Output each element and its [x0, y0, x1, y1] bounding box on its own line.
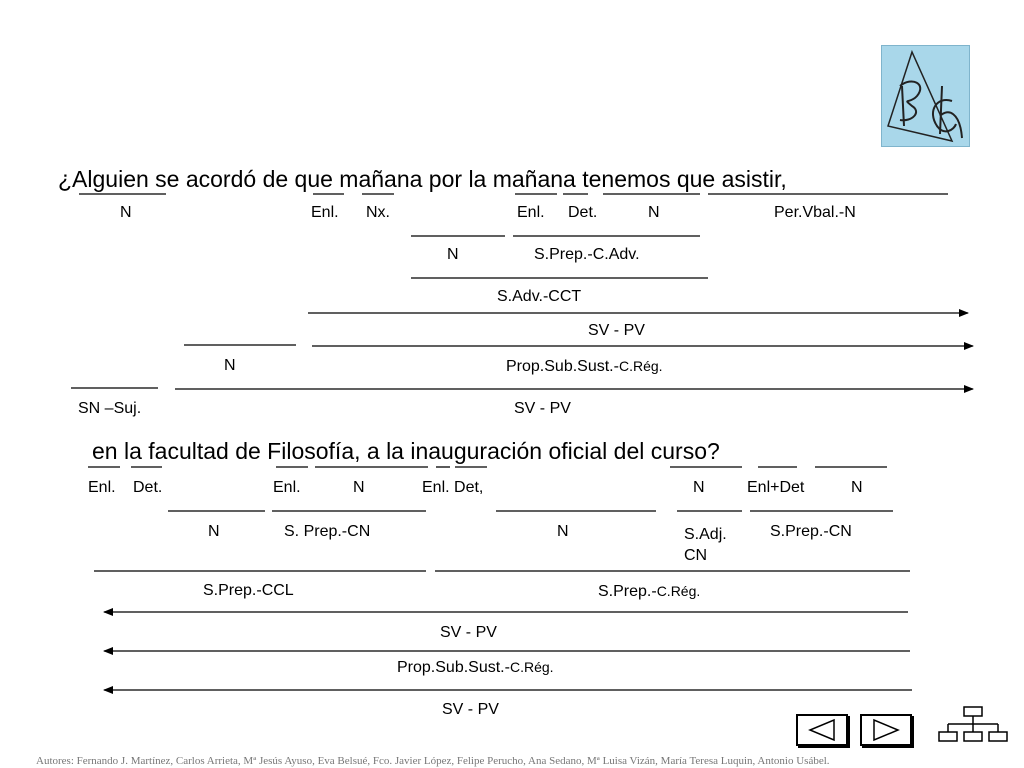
label-enl-det-del: Enl+Det	[747, 479, 805, 496]
label-enl-de: Enl.	[311, 204, 339, 221]
label-nx-que: Nx.	[366, 204, 390, 221]
prev-button[interactable]	[796, 714, 848, 746]
label-enl-en: Enl.	[88, 479, 116, 496]
label-n-curso: N	[851, 479, 863, 496]
label-sv-pv-3: SV - PV	[440, 624, 497, 641]
label-sadv-cct: S.Adv.-CCT	[497, 288, 582, 305]
label-det-la-2: Det.	[133, 479, 163, 496]
next-button[interactable]	[860, 714, 912, 746]
label-n-manana-1: N	[447, 246, 459, 263]
label-sv-pv-1: SV - PV	[588, 322, 645, 339]
label-sprep-creg: S.Prep.-C.Rég.	[598, 583, 701, 600]
label-n-alguien: N	[120, 204, 132, 221]
label-n-manana: N	[648, 204, 660, 221]
label-sn-suj: SN –Suj.	[78, 400, 142, 417]
label-n-inauguracion: N	[557, 523, 569, 540]
label-n-facultad: N	[208, 523, 220, 540]
label-enl-por: Enl.	[517, 204, 545, 221]
label-sadj-cn-1: S.Adj.	[684, 526, 727, 543]
sentence-line-1: ¿Alguien se acordó de que mañana por la mañana tenemos que asistir,	[58, 166, 787, 192]
label-pervbal: Per.Vbal.-N	[774, 204, 856, 221]
label-sprep-cn: S. Prep.-CN	[284, 523, 371, 540]
authors-footer: Autores: Fernando J. Martínez, Carlos Arrieta, Mª Jesús Ayuso, Eva Belsué, Fco. Javier López, Felipe Perucho, Ana Sedano, Mª Luisa Vizán, María Teresa Luquin, Antonio Usábel.	[36, 755, 830, 767]
label-det-la: Det.	[568, 204, 598, 221]
label-sadj-cn-2: CN	[684, 547, 708, 564]
label-sprep-cadv: S.Prep.-C.Adv.	[534, 246, 640, 263]
label-sv-pv-4: SV - PV	[442, 701, 499, 718]
label-sv-pv-2: SV - PV	[514, 400, 571, 417]
triangle-left-icon	[798, 716, 846, 744]
label-n-oficial: N	[693, 479, 705, 496]
tree-diagram-icon	[938, 706, 1008, 746]
label-sprep-cn-2: S.Prep.-CN	[770, 523, 852, 540]
label-propsub-1: Prop.Sub.Sust.-C.Rég.	[506, 358, 663, 375]
label-sprep-ccl: S.Prep.-CCL	[203, 582, 294, 599]
tree-diagram-button[interactable]	[938, 706, 1008, 746]
label-n-filosofia: N	[353, 479, 365, 496]
triangle-right-icon	[862, 716, 910, 744]
label-enl-de-2: Enl.	[273, 479, 301, 496]
label-n-acordo: N	[224, 357, 236, 374]
sentence-line-2: en la facultad de Filosofía, a la inauguración oficial del curso?	[92, 438, 720, 464]
label-propsub-2: Prop.Sub.Sust.-C.Rég.	[397, 659, 554, 676]
label-enl-det-a-la: Enl. Det,	[422, 479, 484, 496]
